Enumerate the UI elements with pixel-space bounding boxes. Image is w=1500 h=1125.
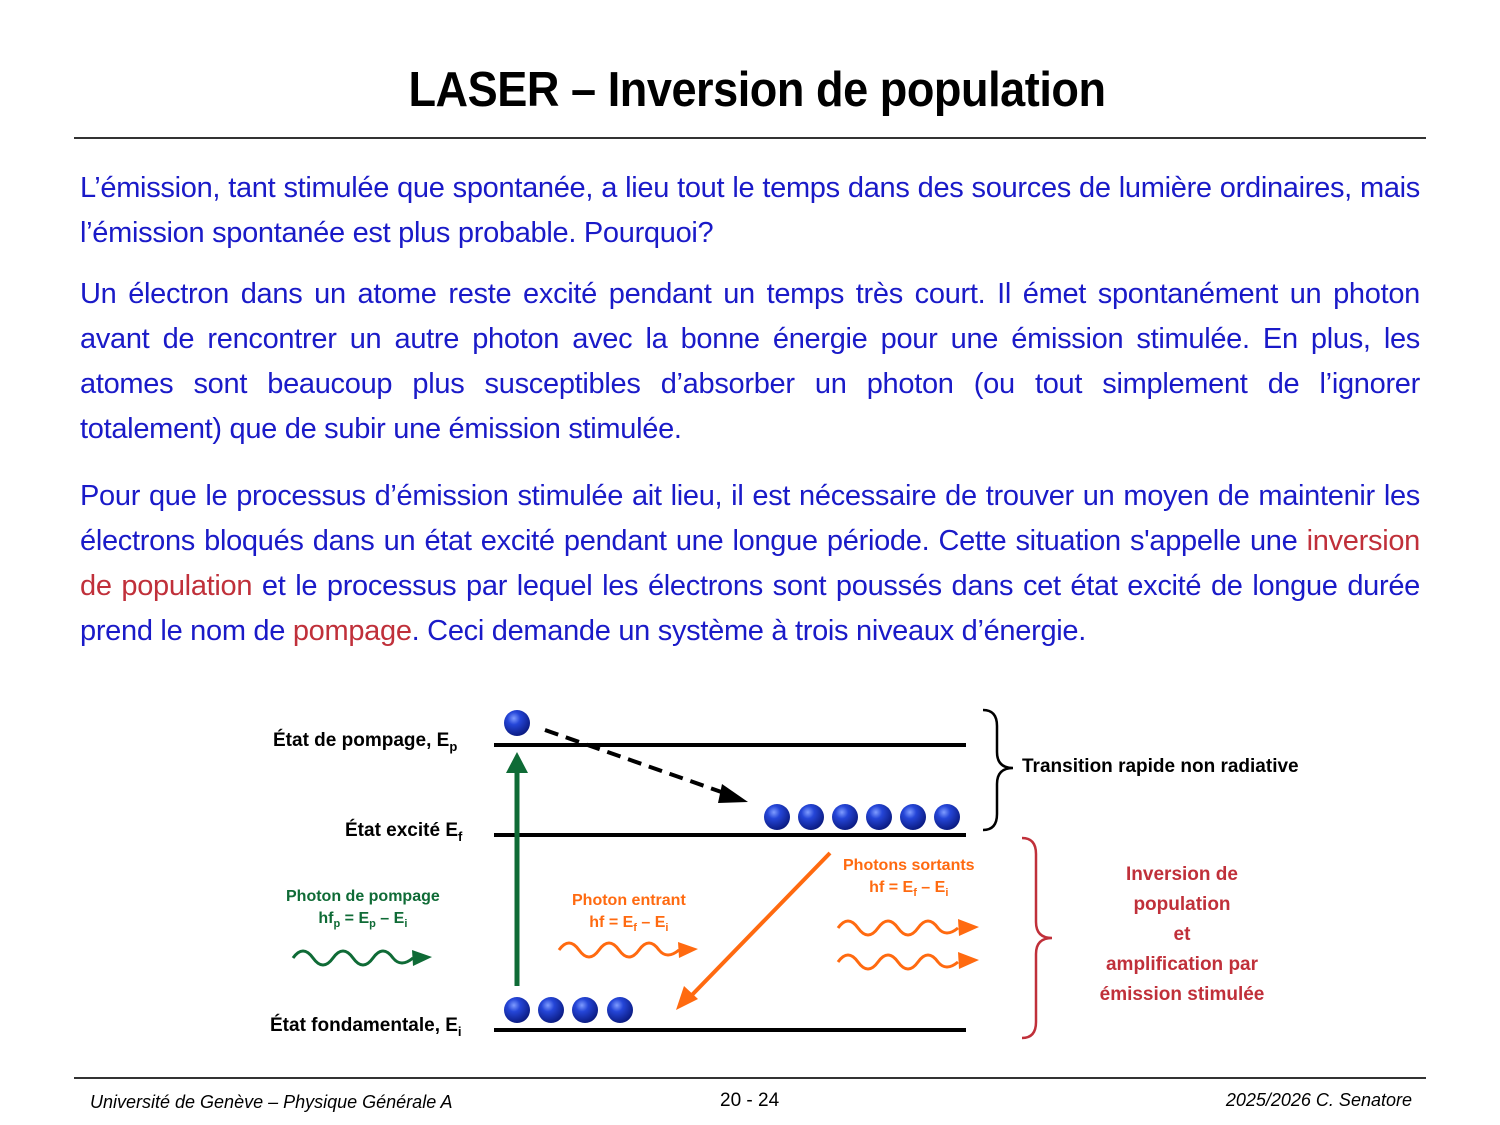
three-level-diagram [0, 690, 1500, 1070]
paragraph-1: L’émission, tant stimulée que spontanée, a lieu tout le temps dans des sources de lumière ordinaires, mais l’émission spontanée est plus probable. Pourquoi? [80, 172, 1420, 249]
paragraph-3-part2: et le processus par lequel les électrons sont poussés dans cet état excité de longue durée prend le nom de [80, 570, 1420, 647]
footer-divider [74, 1077, 1426, 1079]
title-divider [74, 137, 1426, 139]
slide-title: LASER – Inversion de population [408, 63, 1106, 117]
footer-left: Université de Genève – Physique Générale A [90, 1092, 453, 1112]
pump-photon-label: Photon de pompage $hf_p = E_p - E_i$ [286, 888, 440, 931]
electron-icon [504, 710, 530, 736]
nonradiative-arrow-icon [718, 784, 748, 803]
brace-transition-icon [983, 710, 1013, 830]
incoming-wave-icon [559, 943, 679, 957]
paragraph-2: Un électron dans un atome reste excité pendant un temps très court. Il émet spontanément un photon avant de rencontrer un autre photon avec la bonne énergie pour une émission stimulée. En plus, les atomes sont beaucoup plus susceptibles d’absorber un photon (ou tout simplement de l’ignorer totalement) que de subir une émission stimulée. [80, 278, 1420, 445]
pump-wave-icon [293, 951, 413, 965]
highlight-inversion: inversion de population [80, 525, 1420, 602]
footer-right: 2025/2026 C. Senatore [1225, 1090, 1412, 1110]
excited-level-label: État excité $E_f$ [345, 820, 463, 844]
highlight-pompage: pompage [292, 615, 412, 647]
outgoing-wave-icon-2 [838, 955, 958, 969]
pump-level-label: État de pompage, $E_p$ [273, 730, 458, 754]
excited-electrons [764, 804, 960, 830]
inversion-label: Inversion de population et amplification par émission stimulée [1099, 864, 1265, 1005]
brace-inversion-icon [1022, 838, 1052, 1038]
incoming-photon-label: Photon entrant hf = $E_f - E_i$ [572, 892, 686, 935]
footer-page-number: 20 - 24 [720, 1090, 780, 1111]
ground-electrons [504, 997, 633, 1023]
paragraph-3-part1: Pour que le processus d’émission stimulée ait lieu, il est nécessaire de trouver un moyen de maintenir les électrons bloqués dans un état excité pendant une longue période. Cette situation s'appelle une [80, 480, 1420, 557]
paragraph-3 [80, 474, 1420, 654]
pump-arrow-icon [506, 752, 528, 773]
outgoing-wave-icon-1 [838, 921, 958, 935]
paragraph-3-part3: . Ceci demande un système à trois niveaux d’énergie. [411, 615, 1086, 647]
ground-level-label: État fondamentale, $E_i$ [270, 1015, 462, 1039]
transition-label: Transition rapide non radiative [1022, 756, 1299, 777]
outgoing-photons-label: Photons sortants hf = $E_f - E_i$ [843, 857, 975, 900]
